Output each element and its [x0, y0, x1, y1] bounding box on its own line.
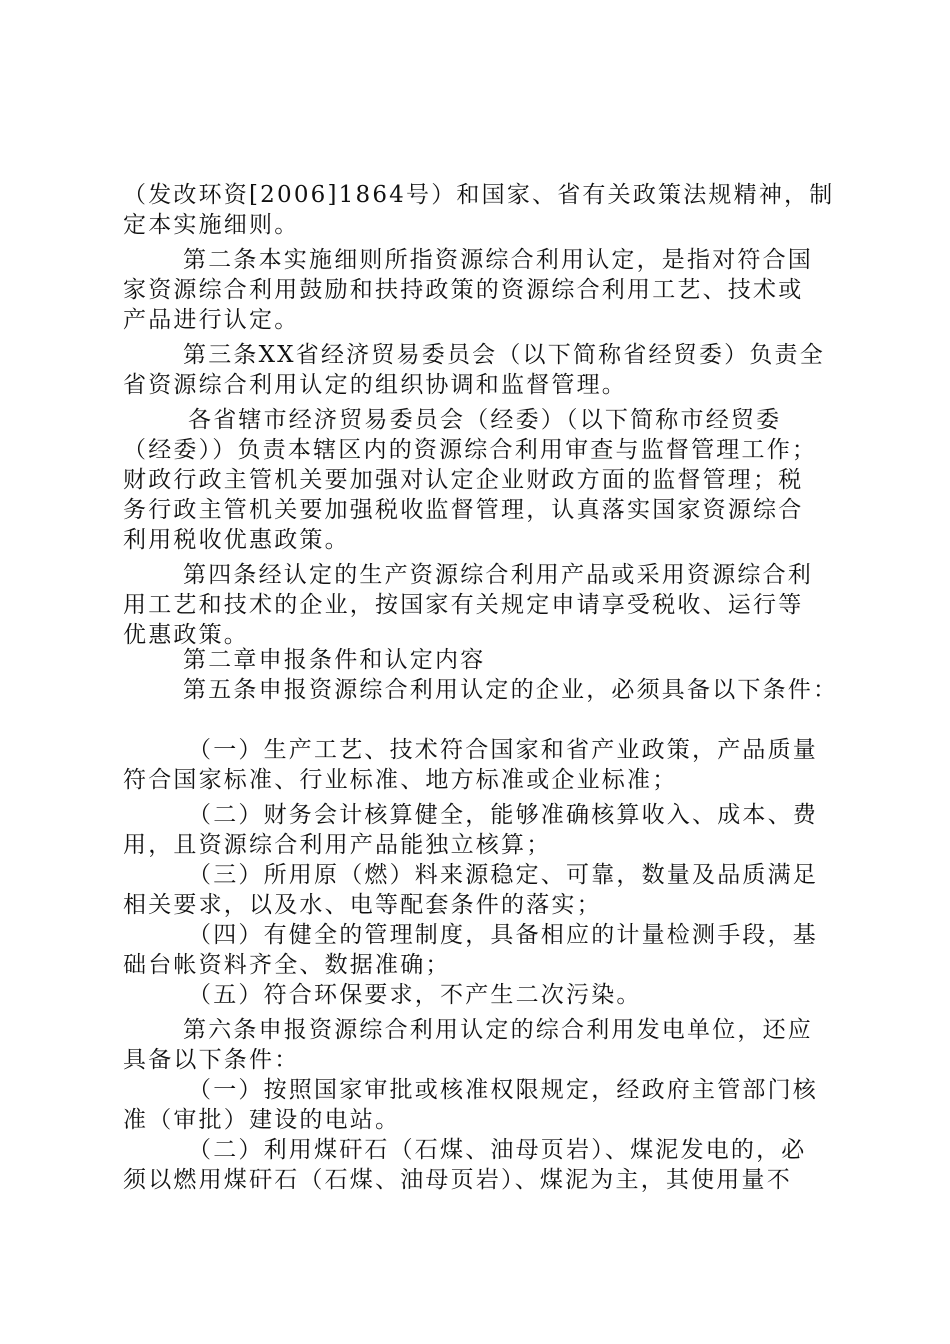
- text-line: （一）生产工艺、技术符合国家和省产业政策，产品质量: [188, 737, 818, 763]
- text-line: 第三条XX省经济贸易委员会（以下简称省经贸委）负责全: [183, 342, 825, 368]
- text-line: （三）所用原（燃）料来源稳定、可靠，数量及品质满足: [188, 862, 818, 888]
- text-line: 第五条申报资源综合利用认定的企业，必须具备以下条件：: [183, 677, 839, 703]
- text-line: （四）有健全的管理制度，具备相应的计量检测手段，基: [188, 922, 818, 948]
- text-line: （二）利用煤矸石（石煤、油母页岩）、煤泥发电的，必: [188, 1137, 807, 1163]
- text-line: （五）符合环保要求，不产生二次污染。: [188, 982, 642, 1008]
- text-line: 利用税收优惠政策。: [123, 527, 350, 553]
- text-line: 础台帐资料齐全、数据准确；: [123, 952, 451, 978]
- text-line: 用工艺和技术的企业，按国家有关规定申请享受税收、运行等: [123, 592, 804, 618]
- text-line: 财政行政主管机关要加强对认定企业财政方面的监督管理；税: [123, 467, 804, 493]
- text-line: 符合国家标准、行业标准、地方标准或企业标准；: [123, 767, 678, 793]
- text-line: 定本实施细则。: [123, 212, 300, 238]
- text-line: 须以燃用煤矸石（石煤、油母页岩）、煤泥为主，其使用量不: [123, 1167, 792, 1193]
- text-line: 准（审批）建设的电站。: [123, 1107, 401, 1133]
- text-line: 用，且资源综合利用产品能独立核算；: [123, 832, 552, 858]
- text-line: 务行政主管机关要加强税收监督管理，认真落实国家资源综合: [123, 497, 804, 523]
- text-line: 产品进行认定。: [123, 307, 300, 333]
- text-line: 具备以下条件：: [123, 1047, 300, 1073]
- text-line: 相关要求，以及水、电等配套条件的落实；: [123, 892, 602, 918]
- text-line: 家资源综合利用鼓励和扶持政策的资源综合利用工艺、技术或: [123, 277, 804, 303]
- text-line: 第二章申报条件和认定内容: [183, 647, 486, 673]
- text-line: 第二条本实施细则所指资源综合利用认定，是指对符合国: [183, 247, 813, 273]
- text-line: 第四条经认定的生产资源综合利用产品或采用资源综合利: [183, 562, 813, 588]
- text-line: 优惠政策。: [123, 622, 249, 648]
- text-line: （一）按照国家审批或核准权限规定，经政府主管部门核: [188, 1077, 818, 1103]
- text-line: 第六条申报资源综合利用认定的综合利用发电单位，还应: [183, 1017, 813, 1043]
- text-line: 省资源综合利用认定的组织协调和监督管理。: [123, 372, 627, 398]
- text-line: （二）财务会计核算健全，能够准确核算收入、成本、费: [188, 802, 818, 828]
- text-line: 各省辖市经济贸易委员会（经委）（以下简称市经贸委: [188, 407, 782, 433]
- text-line: （经委））负责本辖区内的资源综合利用审查与监督管理工作；: [123, 437, 818, 463]
- text-line: （发改环资[2006]1864号）和国家、省有关政策法规精神，制: [123, 182, 835, 208]
